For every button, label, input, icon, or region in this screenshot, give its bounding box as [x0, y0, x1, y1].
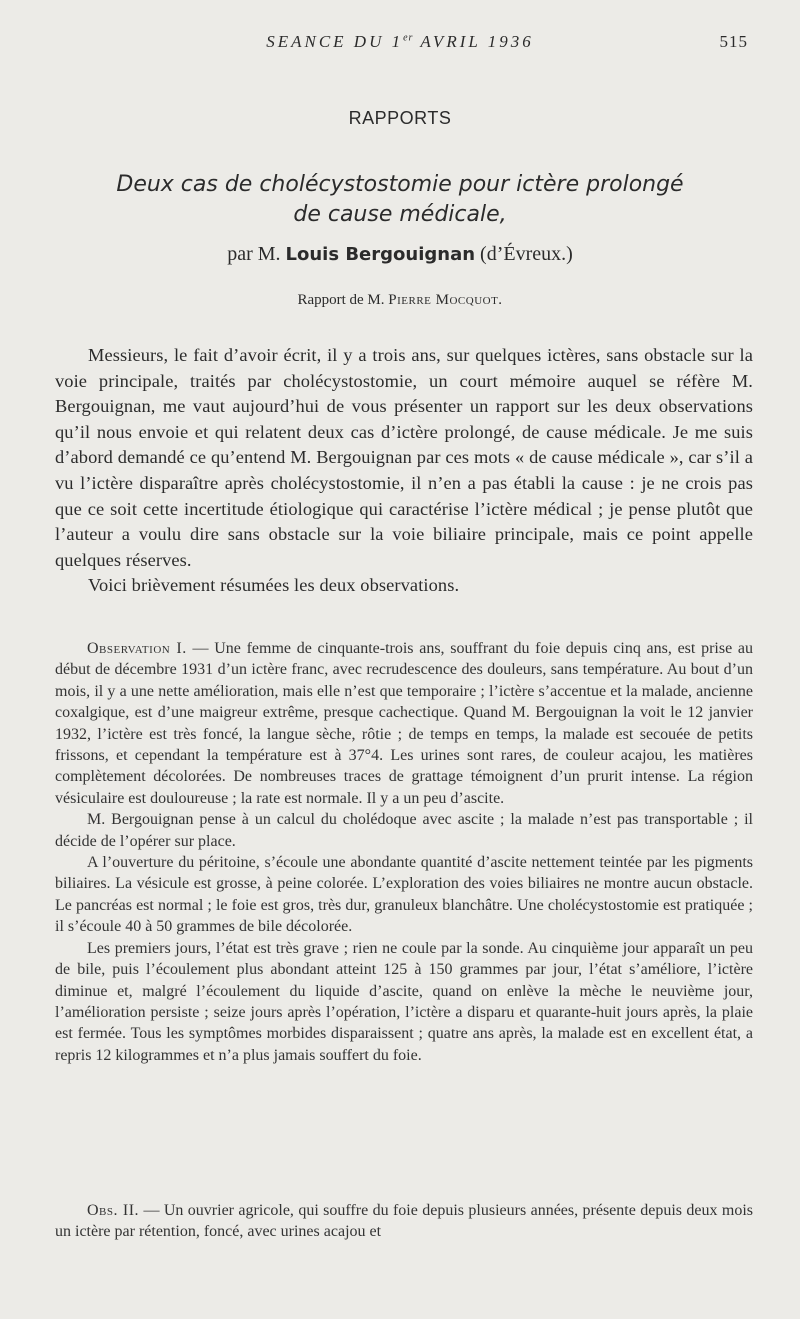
article-title	[60, 170, 740, 230]
observation-1	[55, 638, 753, 1066]
running-head-title	[0, 32, 800, 52]
observation-2-text: Un ouvrier agricole, qui souffre du foie depuis plusieurs années, présente depuis deux mois un ictère par rétention, foncé, avec urines acajou et	[55, 1202, 754, 1241]
observation-2	[55, 1200, 753, 1243]
running-head-title-part1: SEANCE DU 1	[266, 32, 404, 51]
byline-prefix: par M.	[227, 243, 281, 265]
observation-1-paragraph-2: M. Bergouignan pense à un calcul du cholédoque avec ascite ; la malade n’est pas transportable ; il décide de l’opérer sur place.	[55, 811, 753, 850]
main-paragraph-2: Voici brièvement résumées les deux observations.	[88, 575, 460, 596]
byline	[0, 243, 800, 266]
observation-2-dash: —	[139, 1202, 164, 1219]
running-head-title-sup: er	[403, 32, 414, 44]
author-place: (d’Évreux.)	[480, 243, 573, 265]
observation-1-label: Observation I.	[87, 640, 187, 657]
observation-2-paragraph	[55, 1200, 753, 1243]
report-line	[0, 292, 800, 309]
running-head-title-part2: AVRIL 1936	[413, 32, 534, 51]
observation-1-text-1: Une femme de cinquante-trois ans, souffrant du foie depuis cinq ans, est prise au début de décembre 1931 d’un ictère franc, avec recrudescence des douleurs, sans température. Au bout d’un mois, il y a une nette amélioration, mais elle n’est que temporaire ; l’ictère s’accentue et la malade, ancienne coxalgique, est d’une maigreur extrême, presque cachectique. Quand M. Bergouignan la voit le 12 janvier 1932, l’ictère est très foncé, la langue sèche, rôtie ; de temps en temps, la malade est secouée de petits frissons, et cependant la température est à 37°4. Les urines sont rares, de couleur acajou, les matières complètement décolorées. De nombreuses traces de grattage témoignent d’un prurit intense. La région vésiculaire est douloureuse ; la rate est normale. Il y a un peu d’ascite.	[55, 640, 753, 807]
reporter-name: Pierre Mocquot.	[388, 292, 503, 308]
page-number: 515	[719, 32, 748, 51]
article-title-line-2: de cause médicale,	[293, 202, 507, 227]
main-text	[55, 343, 753, 599]
author-name: Louis Bergouignan	[285, 244, 476, 265]
observation-1-paragraph-3: A l’ouverture du péritoine, s’écoule une abondante quantité d’ascite nettement teintée par les pigments biliaires. La vésicule est grosse, à peine colorée. L’exploration des voies biliaires ne montre aucun obstacle. Le pancréas est normal ; le foie est gros, très dur, granuleux blanchâtre. Une cholécystostomie est pratiquée ; il s’écoule 40 à 50 grammes de bile décolorée.	[55, 854, 753, 936]
section-heading: RAPPORTS	[348, 108, 452, 128]
observation-2-label: Obs. II.	[87, 1202, 140, 1219]
main-paragraph-1: Messieurs, le fait d’avoir écrit, il y a trois ans, sur quelques ictères, sans obstacle sur la voie principale, traités par cholécystostomie, un court mémoire auquel se réfère M. Bergouignan, me vaut aujourd’hui de vous présenter un rapport sur les deux observations qu’il nous envoie et qui relatent deux cas d’ictère prolongé, de cause médicale. Je me suis d’abord demandé ce qu’entend M. Bergouignan par ces mots « de cause médicale », car s’il a vu l’ictère disparaître après cholécystostomie, il n’en a pas établi la cause : je ne crois pas que ce soit cette incertitude étiologique qui caractérise l’ictère médical ; je pense plutôt que l’auteur a voulu dire sans obstacle sur la voie biliaire principale, mais ce point appelle quelques réserves.	[55, 345, 753, 570]
running-head	[0, 32, 800, 56]
observation-1-paragraph-1	[55, 638, 753, 809]
observation-1-paragraph-4: Les premiers jours, l’état est très grave ; rien ne coule par la sonde. Au cinquième jour apparaît un peu de bile, puis l’écoulement plus abondant atteint 125 à 150 grammes par jour, l’état s’améliore, l’ictère diminue et, malgré l’écoulement du liquide d’ascite, quand on enlève la mèche le neuvième jour, l’amélioration persiste ; seize jours après l’opération, l’ictère a disparu et quarante-huit jours après, la plaie est fermée. Tous les symptômes morbides disparaissent ; quatre ans après, la malade est en excellent état, a repris 12 kilogrammes et n’a plus jamais souffert du foie.	[55, 939, 753, 1064]
article-title-line-1: Deux cas de cholécystostomie pour ictère prolongé	[116, 172, 684, 197]
observation-1-dash: —	[186, 640, 215, 657]
report-prefix: Rapport de M.	[297, 292, 385, 308]
